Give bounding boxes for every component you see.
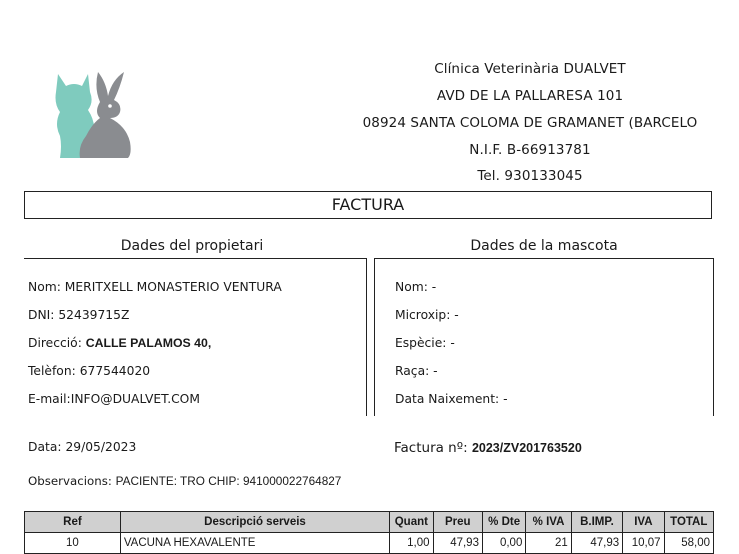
cell-vat-pct: 21 [526,533,571,554]
pet-heading: Dades de la mascota [470,238,618,254]
invoice-items-table [24,511,714,554]
pet-breed-field: Raça: - [395,364,438,378]
cell-total: 58,00 [664,533,713,554]
owner-dni-field: DNI: 52439715Z [28,308,130,322]
col-discount: % Dte [482,512,525,533]
owner-box-right [366,258,367,416]
clinic-phone: Tel. 930133045 [477,168,583,184]
col-ref: Ref [25,512,121,533]
clinic-city: 08924 SANTA COLOMA DE GRAMANET (BARCELO [362,115,698,131]
invoice-number: Factura nº: 2023/ZV201763520 [394,440,582,456]
owner-name-field: Nom: MERITXELL MONASTERIO VENTURA [28,280,282,294]
cell-ref: 10 [25,533,121,554]
clinic-name: Clínica Veterinària DUALVET [434,61,626,77]
owner-heading: Dades del propietari [120,238,264,254]
cell-quantity: 1,00 [390,533,433,554]
pet-name-field: Nom: - [395,280,437,294]
invoice-title: FACTURA [24,191,712,219]
col-quantity: Quant [390,512,433,533]
pet-box-top [374,258,714,259]
col-description: Descripció serveis [120,512,389,533]
col-vat-pct: % IVA [526,512,571,533]
clinic-nif: N.I.F. B-66913781 [469,142,591,158]
owner-email-field: E-mail:INFO@DUALVET.COM [28,392,200,406]
owner-address-field: Direcció: CALLE PALAMOS 40, [28,336,212,350]
cell-price: 47,93 [433,533,482,554]
cat-rabbit-logo-icon [48,66,144,162]
pet-species-field: Espècie: - [395,336,455,350]
owner-box-top [24,258,366,259]
cell-base: 47,93 [571,533,622,554]
pet-box-right [713,258,714,416]
invoice-observations: Observacions: PACIENTE: TRO CHIP: 941000022764827 [28,474,342,488]
col-price: Preu [433,512,482,533]
cell-description: VACUNA HEXAVALENTE [120,533,389,554]
clinic-address: AVD DE LA PALLARESA 101 [436,88,624,104]
pet-birth-field: Data Naixement: - [395,392,508,406]
owner-phone-field: Telèfon: 677544020 [28,364,151,378]
col-total: TOTAL [664,512,713,533]
table-header-row [25,512,714,533]
pet-box-left [374,258,375,416]
col-base: B.IMP. [571,512,622,533]
col-vat: IVA [623,512,664,533]
cell-vat: 10,07 [623,533,664,554]
invoice-date: Data: 29/05/2023 [28,440,137,454]
cell-discount: 0,00 [482,533,525,554]
pet-chip-field: Microxip: - [395,308,459,322]
table-row [25,533,714,554]
